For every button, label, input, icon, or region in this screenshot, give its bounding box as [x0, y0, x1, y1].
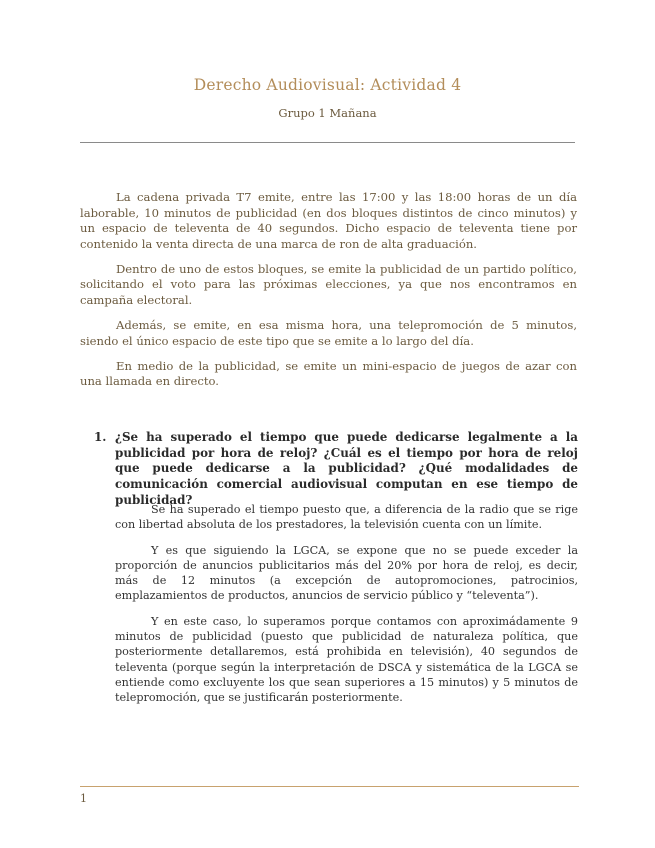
question-item [94, 430, 578, 509]
answer-paragraph: Y en este caso, lo superamos porque contamos con aproximádamente 9 minutos de publicidad (puesto que publicidad de naturaleza política, que posteriormente detallaremos, está prohibida en televisión), 40 segundos de televenta (porque según la interpretación de DSCA y sistemática de la LGCA se entiende como excluyente los que sean superiores a 15 minutos) y 5 minutos de telepromoción, que se justificarán posteriormente. [115, 614, 578, 705]
answer-section [115, 502, 578, 716]
question-number: 1. [94, 430, 107, 444]
document-subtitle: Grupo 1 Mañana [278, 106, 377, 120]
intro-paragraph: En medio de la publicidad, se emite un mini-espacio de juegos de azar con una llamada en directo. [80, 358, 577, 389]
question-text: ¿Se ha superado el tiempo que puede dedicarse legalmente a la publicidad por hora de reloj? ¿Cuál es el tiempo por hora de reloj que puede dedicarse a la publicidad? ¿Qué modalidades de comunicación comercial audiovisual computan en ese tiempo de publicidad? [115, 430, 578, 507]
answer-paragraph: Se ha superado el tiempo puesto que, a diferencia de la radio que se rige con libertad absoluta de los prestadores, la televisión cuenta con un límite. [115, 503, 578, 532]
answer-paragraph: Y es que siguiendo la LGCA, se expone que no se puede exceder la proporción de anuncios publicitarios más del 20% por hora de reloj, es decir, más de 12 minutos (a excepción de autopromociones, patrocinios, emplazamientos de productos, anuncios de servicio público y “televenta”). [115, 543, 578, 603]
header-divider [80, 142, 575, 143]
intro-section [80, 190, 577, 400]
intro-paragraph: Dentro de uno de estos bloques, se emite la publicidad de un partido político, solicitando el voto para las próximas elecciones, ya que nos encontramos en campaña electoral. [80, 261, 577, 308]
document-title: Derecho Audiovisual: Actividad 4 [193, 76, 462, 94]
footer-divider [80, 786, 579, 787]
intro-paragraph: La cadena privada T7 emite, entre las 17:00 y las 18:00 horas de un día laborable, 10 minutos de publicidad (en dos bloques distintos de cinco minutos) y un espacio de televenta de 40 segundos. Dicho espacio de televenta tiene por contenido la venta directa de una marca de ron de alta graduación. [80, 190, 577, 251]
page-number: 1 [80, 792, 87, 805]
intro-paragraph: Además, se emite, en esa misma hora, una telepromoción de 5 minutos, siendo el único espacio de este tipo que se emite a lo largo del día. [80, 318, 577, 348]
